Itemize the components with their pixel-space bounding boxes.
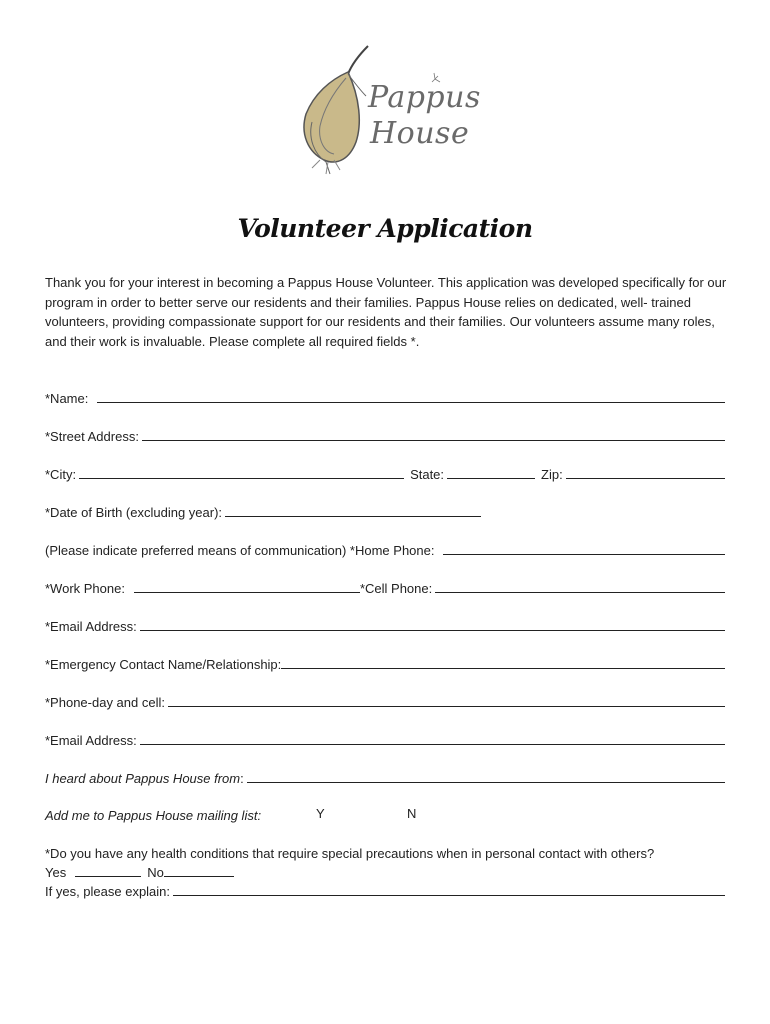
health-yes-field[interactable] (75, 876, 141, 877)
phone-day-cell-row (45, 690, 725, 710)
heard-about-label: I heard about Pappus House from (45, 771, 241, 786)
zip-label: Zip: (541, 467, 563, 482)
email-field[interactable] (140, 630, 725, 631)
work-phone-label: *Work Phone: (45, 581, 125, 596)
explain-label: If yes, please explain: (45, 884, 171, 899)
city-state-zip-row (45, 462, 725, 482)
health-question-label: *Do you have any health conditions that require special precautions when in personal contact with others? (45, 846, 655, 861)
work-phone-field[interactable] (134, 592, 360, 593)
city-label: *City: (45, 467, 77, 482)
explain-field[interactable] (173, 895, 725, 896)
phone-day-cell-field[interactable] (168, 706, 725, 707)
pappus-house-logo (290, 42, 480, 182)
health-yes-label: Yes (45, 865, 67, 880)
street-address-label: *Street Address: (45, 429, 139, 444)
emergency-contact-field[interactable] (281, 668, 725, 669)
state-field[interactable] (447, 478, 535, 479)
emergency-email-row (45, 728, 725, 748)
emergency-contact-row (45, 652, 725, 672)
cell-phone-label: *Cell Phone: (359, 581, 433, 596)
email-label: *Email Address: (45, 619, 137, 634)
mailing-list-yes-option[interactable]: Y (316, 806, 325, 821)
home-phone-field[interactable] (443, 554, 725, 555)
logo-word-house: House (370, 116, 470, 151)
mailing-list-label: Add me to Pappus House mailing list: (45, 808, 262, 823)
home-phone-row (45, 538, 725, 558)
emergency-contact-label: *Emergency Contact Name/Relationship: (45, 657, 282, 672)
intro-paragraph: Thank you for your interest in becoming a Pappus House Volunteer. This application was developed specifically for our program in order to better serve our residents and their families. Pappus House relies on dedicated, well- trained volunteers, providing compassionate support for our residents and their families. Our volunteers assume many roles, and their work is invaluable. Please complete all required fields *. (45, 275, 727, 349)
page-title: Volunteer Application (237, 214, 533, 243)
home-phone-label: (Please indicate preferred means of communication) *Home Phone: (45, 543, 435, 558)
street-address-field[interactable] (142, 440, 725, 441)
cell-phone-field[interactable] (435, 592, 725, 593)
email-row (45, 614, 725, 634)
health-no-label: No (147, 865, 164, 880)
heard-about-field[interactable] (247, 782, 725, 783)
work-cell-phone-row (45, 576, 725, 596)
explain-row (45, 879, 725, 899)
health-question-row (45, 841, 725, 861)
health-no-field[interactable] (164, 876, 234, 877)
dob-row (45, 500, 725, 520)
name-row (45, 386, 725, 406)
emergency-email-label: *Email Address: (45, 733, 137, 748)
zip-field[interactable] (566, 478, 725, 479)
street-row (45, 424, 725, 444)
phone-day-cell-label: *Phone-day and cell: (45, 695, 165, 710)
city-field[interactable] (79, 478, 404, 479)
dob-field[interactable] (225, 516, 481, 517)
health-yes-no-row (45, 860, 345, 880)
heard-about-colon: : (240, 771, 244, 786)
logo-word-pappus: Pappus (368, 80, 481, 115)
mailing-list-no-option[interactable]: N (407, 806, 417, 821)
emergency-email-field[interactable] (140, 744, 725, 745)
name-field[interactable] (97, 402, 725, 403)
heard-about-row (45, 766, 725, 786)
state-label: State: (410, 467, 445, 482)
mailing-list-row (45, 803, 725, 823)
name-label: *Name: (45, 391, 89, 406)
dob-label: *Date of Birth (excluding year): (45, 505, 223, 520)
